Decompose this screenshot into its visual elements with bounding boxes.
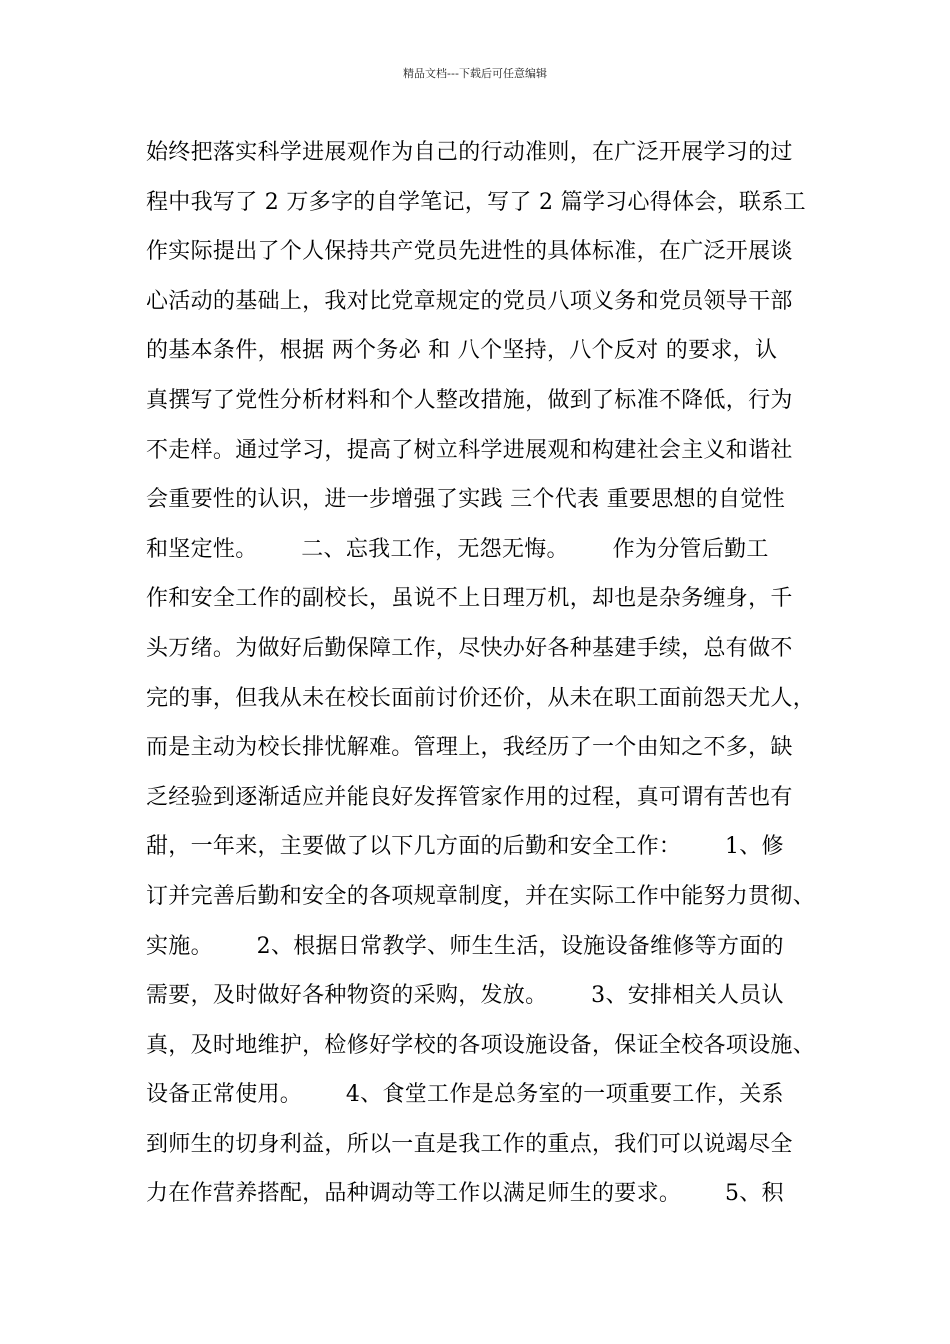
text-line: 而是主动为校长排忧解难。管理上，我经历了一个由知之不多，缺 — [146, 735, 793, 761]
text-line: 心活动的基础上，我对比党章规定的党员八项义务和党员领导干部 — [146, 288, 793, 314]
text-line: 真撰写了党性分析材料和个人整改措施，做到了标准不降低，行为 — [146, 387, 793, 413]
text-line: 实施。 2、根据日常教学、师生生活，设施设备维修等方面的 — [146, 933, 784, 959]
text-line: 设备正常使用。 4、食堂工作是总务室的一项重要工作，关系 — [146, 1082, 784, 1108]
text-line: 乏经验到逐渐适应并能良好发挥管家作用的过程，真可谓有苦也有 — [146, 784, 793, 810]
text-line: 力在作营养搭配，品种调动等工作以满足师生的要求。 5、积 — [146, 1181, 784, 1207]
page-header: 精品文档---下载后可任意编辑 — [403, 67, 547, 80]
text-line: 甜，一年来，主要做了以下几方面的后勤和安全工作： 1、修 — [146, 834, 784, 860]
text-line: 始终把落实科学进展观作为自己的行动准则，在广泛开展学习的过 — [146, 140, 793, 165]
body-text — [146, 128, 826, 1219]
text-line: 的基本条件，根据 两个务必 和 八个坚持，八个反对 的要求，认 — [146, 338, 778, 364]
text-line: 真，及时地维护，检修好学校的各项设施设备，保证全校各项设施、 — [146, 1032, 816, 1058]
text-line: 不走样。通过学习，提高了树立科学进展观和构建社会主义和谐社 — [146, 437, 793, 463]
text-line: 和坚定性。 二、忘我工作，无怨无悔。 作为分管后勤工 — [146, 536, 769, 562]
text-line: 作和安全工作的副校长，虽说不上日理万机，却也是杂务缠身，千 — [146, 586, 793, 612]
text-line: 程中我写了 2 万多字的自学笔记，写了 2 篇学习心得体会，联系工 — [146, 189, 806, 215]
text-line: 需要，及时做好各种物资的采购，发放。 3、安排相关人员认 — [146, 983, 784, 1009]
text-line: 订并完善后勤和安全的各项规章制度，并在实际工作中能努力贯彻、 — [146, 883, 816, 909]
text-line: 头万绪。为做好后勤保障工作，尽快办好各种基建手续，总有做不 — [146, 635, 793, 661]
text-line: 完的事，但我从未在校长面前讨价还价，从未在职工面前怨天尤人， — [146, 685, 816, 711]
text-line: 作实际提出了个人保持共产党员先进性的具体标准，在广泛开展谈 — [146, 239, 793, 265]
text-line: 会重要性的认识，进一步增强了实践 三个代表 重要思想的自觉性 — [146, 487, 785, 513]
text-line: 到师生的切身利益，所以一直是我工作的重点，我们可以说竭尽全 — [146, 1131, 793, 1157]
